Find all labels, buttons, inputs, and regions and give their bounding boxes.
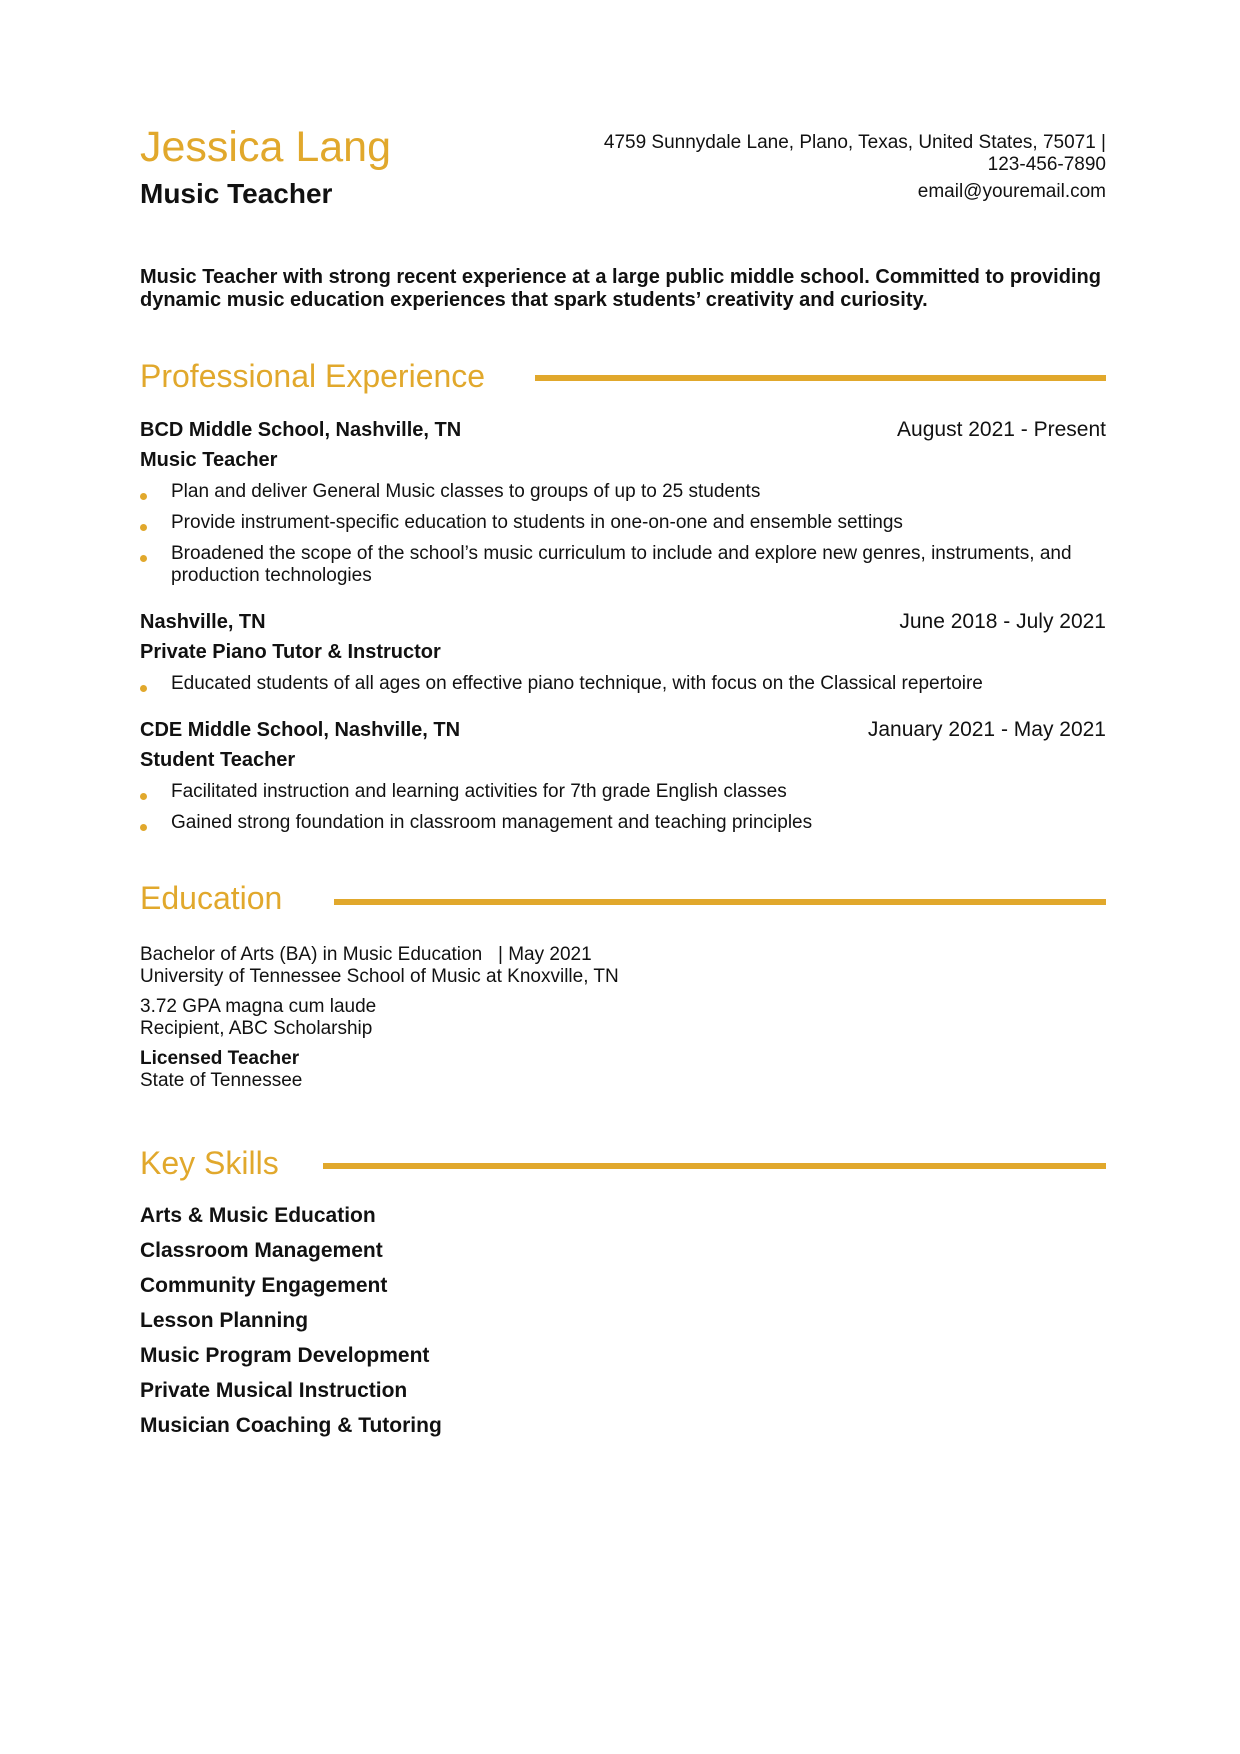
phone: 123-456-7890 (987, 154, 1106, 175)
bullet-text: Plan and deliver General Music classes to groups of up to 25 students (171, 481, 761, 502)
job-entry (140, 415, 1106, 596)
bullet-dot (140, 793, 147, 800)
education-section-heading (140, 878, 1106, 918)
honors-block (140, 996, 1106, 1040)
license-block (140, 1048, 1106, 1092)
bullet-item (140, 512, 1106, 534)
skill-item: Classroom Management (140, 1239, 383, 1262)
job-dates: June 2018 - July 2021 (899, 610, 1106, 633)
bullet-dot (140, 555, 147, 562)
job-bullets (140, 781, 1106, 834)
bullet-dot (140, 524, 147, 531)
job-employer: BCD Middle School, Nashville, TN (140, 419, 462, 441)
bullet-item (140, 481, 1106, 503)
contact-info (486, 132, 1106, 203)
degree-block (140, 944, 1106, 988)
candidate-title: Music Teacher (140, 178, 333, 209)
school: University of Tennessee School of Music at Knoxville, TN (140, 966, 619, 987)
job-role: Private Piano Tutor & Instructor (140, 641, 441, 663)
education-heading: Education (140, 880, 283, 916)
bullet-item (140, 781, 1106, 803)
skill-item: Lesson Planning (140, 1309, 309, 1332)
license-state: State of Tennessee (140, 1070, 303, 1091)
bullet-text: Facilitated instruction and learning activities for 7th grade English classes (171, 781, 787, 802)
candidate-name: Jessica Lang (140, 123, 391, 171)
job-entry (140, 715, 1106, 843)
skills-heading: Key Skills (140, 1145, 279, 1181)
bullet-text: Broadened the scope of the school’s music curriculum to include and explore new genres, instruments, and production technologies (171, 543, 1072, 586)
bullet-dot (140, 685, 147, 692)
skill-item: Music Program Development (140, 1344, 430, 1367)
bullet-text: Provide instrument-specific education to students in one-on-one and ensemble settings (171, 512, 903, 533)
experience-heading: Professional Experience (140, 358, 486, 394)
skill-item: Musician Coaching & Tutoring (140, 1414, 442, 1437)
experience-section-heading (140, 356, 1106, 396)
license-title: Licensed Teacher (140, 1048, 300, 1069)
bullet-dot (140, 824, 147, 831)
job-bullets (140, 481, 1106, 587)
education-divider (334, 899, 1106, 905)
job-role: Music Teacher (140, 449, 278, 471)
job-bullets (140, 673, 1106, 695)
job-employer: CDE Middle School, Nashville, TN (140, 719, 461, 741)
scholarship: Recipient, ABC Scholarship (140, 1018, 373, 1039)
address: 4759 Sunnydale Lane, Plano, Texas, United States, 75071 | (603, 132, 1106, 153)
bullet-item (140, 673, 1106, 695)
education-details (140, 944, 1106, 1100)
skills-list (140, 1198, 442, 1443)
bullet-item (140, 812, 1106, 834)
bullet-item (140, 543, 1106, 587)
job-role: Student Teacher (140, 749, 296, 771)
job-dates: August 2021 - Present (897, 418, 1106, 441)
resume-header (140, 0, 1106, 220)
job-employer: Nashville, TN (140, 611, 266, 633)
email: email@youremail.com (917, 181, 1106, 202)
skill-item: Private Musical Instruction (140, 1379, 408, 1402)
skill-item: Community Engagement (140, 1274, 388, 1297)
job-dates: January 2021 - May 2021 (867, 718, 1106, 741)
skill-item: Arts & Music Education (140, 1204, 376, 1227)
experience-divider (535, 375, 1106, 381)
job-entry (140, 607, 1106, 704)
bullet-dot (140, 493, 147, 500)
gpa: 3.72 GPA magna cum laude (140, 996, 377, 1017)
bullet-text: Gained strong foundation in classroom management and teaching principles (171, 812, 813, 833)
skills-section-heading (140, 1143, 1106, 1183)
resume-page (140, 0, 1106, 1437)
professional-summary: Music Teacher with strong recent experience at a large public middle school. Committed to providing dynamic music education experiences that spark students’ creativity and curiosity. (140, 266, 1101, 311)
degree: Bachelor of Arts (BA) in Music Education | May 2021 (140, 944, 592, 965)
bullet-text: Educated students of all ages on effective piano technique, with focus on the Classical repertoire (171, 673, 983, 694)
skills-divider (323, 1163, 1106, 1169)
